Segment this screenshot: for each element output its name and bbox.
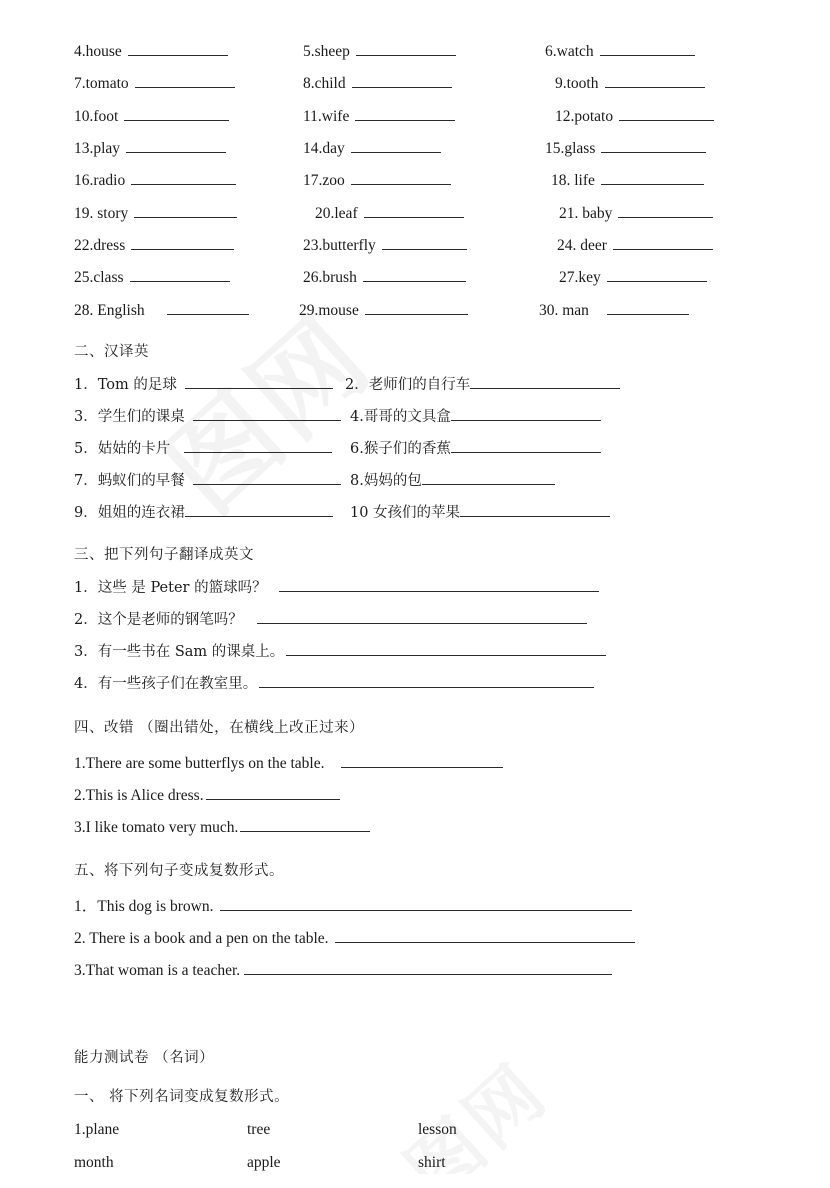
- practice-word: shirt: [418, 1153, 446, 1171]
- sentence-row: [74, 642, 770, 674]
- answer-blank[interactable]: [286, 642, 606, 657]
- plural-sentence-row: [74, 928, 770, 960]
- word-row: [70, 40, 770, 72]
- translation-entry: [74, 407, 341, 425]
- answer-blank[interactable]: [185, 503, 333, 518]
- translation-prompt: 4.哥哥的文具盒: [350, 409, 451, 426]
- answer-blank[interactable]: [351, 170, 451, 186]
- answer-blank[interactable]: [601, 137, 706, 153]
- word-entry: [559, 202, 713, 221]
- paper-two-heading: 一、 将下列名词变成复数形式。: [74, 1088, 290, 1105]
- practice-row: [70, 1122, 770, 1155]
- word-entry: [74, 202, 237, 221]
- word-entry: [539, 299, 689, 318]
- word-label: 10.foot: [74, 107, 119, 125]
- answer-blank[interactable]: [135, 72, 235, 88]
- word-entry: [555, 105, 714, 124]
- worksheet-body: [70, 40, 770, 1188]
- translation-entry: [74, 503, 333, 521]
- answer-blank[interactable]: [355, 105, 455, 121]
- word-label: 8.child: [303, 75, 346, 93]
- word-label: 9.tooth: [555, 75, 599, 93]
- answer-blank[interactable]: [134, 202, 237, 218]
- word-row: [70, 234, 770, 266]
- section-two-heading: 二、汉译英: [74, 343, 149, 360]
- word-entry: [299, 299, 468, 318]
- word-row: [70, 72, 770, 104]
- translation-entry: [74, 375, 333, 393]
- word-row: [70, 267, 770, 299]
- word-label: 22.dress: [74, 237, 126, 255]
- word-label: 29.mouse: [299, 301, 359, 319]
- translation-entry: [74, 471, 341, 489]
- word-label: 18. life: [551, 172, 595, 190]
- answer-blank[interactable]: [130, 267, 230, 283]
- section-five-heading: 五、将下列句子变成复数形式。: [74, 862, 284, 879]
- practice-word: 1.plane: [74, 1120, 120, 1138]
- answer-blank[interactable]: [206, 785, 340, 801]
- translation-row: [70, 375, 770, 407]
- word-entry: [303, 137, 441, 156]
- answer-blank[interactable]: [618, 202, 713, 218]
- translation-entry: [350, 407, 601, 425]
- answer-blank[interactable]: [259, 674, 594, 689]
- answer-blank[interactable]: [335, 928, 635, 944]
- practice-row: [70, 1155, 770, 1188]
- word-entry: [74, 299, 249, 318]
- plural-sentence: 3.That woman is a teacher.: [74, 962, 241, 980]
- answer-blank[interactable]: [124, 105, 229, 121]
- word-entry: [303, 40, 456, 59]
- plural-word-grid: [70, 40, 770, 332]
- word-label: 23.butterfly: [303, 237, 376, 255]
- practice-word: month: [74, 1153, 114, 1171]
- translation-entry: [350, 439, 601, 457]
- correction-row: [74, 785, 770, 817]
- word-label: 25.class: [74, 269, 124, 287]
- sentence-row: [74, 674, 770, 706]
- translation-prompt: 10 女孩们的苹果: [350, 505, 461, 522]
- word-label: 6.watch: [545, 42, 594, 60]
- answer-blank[interactable]: [605, 72, 705, 88]
- word-entry: [303, 267, 466, 286]
- answer-blank[interactable]: [607, 299, 689, 315]
- word-entry: [545, 40, 695, 59]
- translation-prompt: 7．蚂蚁们的早餐: [74, 473, 185, 490]
- answer-blank[interactable]: [126, 137, 226, 153]
- word-entry: [315, 202, 464, 221]
- word-label: 21. baby: [559, 204, 613, 222]
- word-label: 4.house: [74, 42, 122, 60]
- word-entry: [303, 234, 467, 253]
- translation-row: [70, 503, 770, 535]
- word-entry: [303, 170, 451, 189]
- answer-blank[interactable]: [257, 610, 587, 625]
- translation-prompt: 8.妈妈的包: [350, 473, 422, 490]
- answer-blank[interactable]: [131, 234, 234, 250]
- word-entry: [74, 40, 228, 59]
- answer-blank[interactable]: [607, 267, 707, 283]
- answer-blank[interactable]: [470, 375, 620, 390]
- answer-blank[interactable]: [619, 105, 714, 121]
- word-label: 19. story: [74, 204, 129, 222]
- chinese-translation-grid: [70, 375, 770, 535]
- word-label: 20.leaf: [315, 204, 358, 222]
- section-three-heading: 三、把下列句子翻译成英文: [74, 546, 254, 563]
- answer-blank[interactable]: [128, 40, 228, 56]
- answer-blank[interactable]: [220, 896, 632, 912]
- word-label: 27.key: [559, 269, 601, 287]
- word-entry: [74, 105, 229, 124]
- translation-entry: [350, 471, 555, 489]
- word-label: 5.sheep: [303, 42, 350, 60]
- answer-blank[interactable]: [364, 202, 464, 218]
- paper-two-title: 能力测试卷 （名词）: [74, 1049, 215, 1066]
- answer-blank[interactable]: [451, 439, 601, 454]
- translation-entry: [345, 375, 620, 393]
- word-entry: [74, 72, 235, 91]
- correction-row: [74, 817, 770, 849]
- answer-blank[interactable]: [167, 299, 249, 315]
- word-entry: [555, 72, 705, 91]
- translation-row: [70, 439, 770, 471]
- practice-word: tree: [247, 1120, 271, 1138]
- answer-blank[interactable]: [382, 234, 467, 250]
- sentence-row: [74, 578, 770, 610]
- answer-blank[interactable]: [600, 40, 695, 56]
- translation-prompt: 1．Tom 的足球: [74, 377, 177, 394]
- word-row: [70, 170, 770, 202]
- sentence-prompt: 4．有一些孩子们在教室里。: [74, 676, 258, 693]
- practice-word: apple: [247, 1153, 281, 1171]
- plural-practice-grid: [70, 1122, 770, 1188]
- word-label: 28. English: [74, 301, 145, 319]
- translation-row: [70, 471, 770, 503]
- word-entry: [545, 137, 706, 156]
- word-entry: [74, 234, 234, 253]
- word-label: 24. deer: [557, 237, 607, 255]
- translation-row: [70, 407, 770, 439]
- answer-blank[interactable]: [240, 817, 370, 833]
- sentence-prompt: 1．这些 是 Peter 的篮球吗？: [74, 580, 267, 597]
- word-entry: [551, 170, 704, 189]
- word-row: [70, 137, 770, 169]
- answer-blank[interactable]: [451, 407, 601, 422]
- translation-prompt: 9．姐姐的连衣裙: [74, 505, 185, 522]
- answer-blank[interactable]: [244, 960, 612, 976]
- answer-blank[interactable]: [460, 503, 610, 518]
- answer-blank[interactable]: [363, 267, 466, 283]
- word-label: 30. man: [539, 301, 589, 319]
- word-label: 14.day: [303, 139, 345, 157]
- word-label: 17.zoo: [303, 172, 345, 190]
- sentence-prompt: 3．有一些书在 Sam 的课桌上。: [74, 644, 285, 661]
- answer-blank[interactable]: [131, 170, 236, 186]
- answer-blank[interactable]: [185, 375, 333, 390]
- correction-sentence: 3.I like tomato very much.: [74, 819, 239, 837]
- word-label: 16.radio: [74, 172, 126, 190]
- word-label: 12.potato: [555, 107, 614, 125]
- plural-sentence: 1．This dog is brown.: [74, 898, 214, 916]
- answer-blank[interactable]: [193, 471, 341, 486]
- word-label: 15.glass: [545, 139, 596, 157]
- answer-blank[interactable]: [365, 299, 468, 315]
- correction-sentence: 1.There are some butterflys on the table.: [74, 755, 325, 773]
- translation-prompt: 2．老师们的自行车: [345, 377, 471, 394]
- plural-sentence-row: [74, 960, 770, 992]
- answer-blank[interactable]: [351, 137, 441, 153]
- word-entry: [74, 137, 226, 156]
- answer-blank[interactable]: [184, 439, 332, 454]
- answer-blank[interactable]: [601, 170, 704, 186]
- translation-prompt: 5．姑姑的卡片: [74, 441, 171, 458]
- answer-blank[interactable]: [341, 753, 503, 769]
- plural-sentence: 2. There is a book and a pen on the table.: [74, 930, 329, 948]
- word-label: 7.tomato: [74, 75, 129, 93]
- section-four-heading: 四、改错 （圈出错处，在横线上改正过来）: [74, 719, 365, 736]
- answer-blank[interactable]: [422, 471, 555, 486]
- plural-sentence-row: [74, 896, 770, 928]
- translation-entry: [74, 439, 332, 457]
- word-entry: [557, 234, 713, 253]
- word-entry: [303, 105, 455, 124]
- correction-row: [74, 753, 770, 785]
- practice-word: lesson: [418, 1120, 457, 1138]
- word-label: 26.brush: [303, 269, 357, 287]
- answer-blank[interactable]: [613, 234, 713, 250]
- word-label: 11.wife: [303, 107, 350, 125]
- sentence-prompt: 2．这个是老师的钢笔吗？: [74, 612, 243, 629]
- word-entry: [74, 267, 230, 286]
- answer-blank[interactable]: [193, 407, 341, 422]
- section-three-list: [70, 578, 770, 706]
- sentence-row: [74, 610, 770, 642]
- correction-sentence: 2.This is Alice dress.: [74, 787, 204, 805]
- section-four-list: [70, 753, 770, 849]
- word-entry: [303, 72, 452, 91]
- translation-prompt: 6.猴子们的香蕉: [350, 441, 451, 458]
- word-entry: [74, 170, 236, 189]
- word-row: [70, 299, 770, 331]
- word-row: [70, 105, 770, 137]
- answer-blank[interactable]: [279, 578, 599, 593]
- section-five-list: [70, 896, 770, 992]
- answer-blank[interactable]: [352, 72, 452, 88]
- word-row: [70, 202, 770, 234]
- word-label: 13.play: [74, 139, 121, 157]
- word-entry: [559, 267, 707, 286]
- answer-blank[interactable]: [356, 40, 456, 56]
- translation-prompt: 3．学生们的课桌: [74, 409, 185, 426]
- translation-entry: [350, 503, 610, 521]
